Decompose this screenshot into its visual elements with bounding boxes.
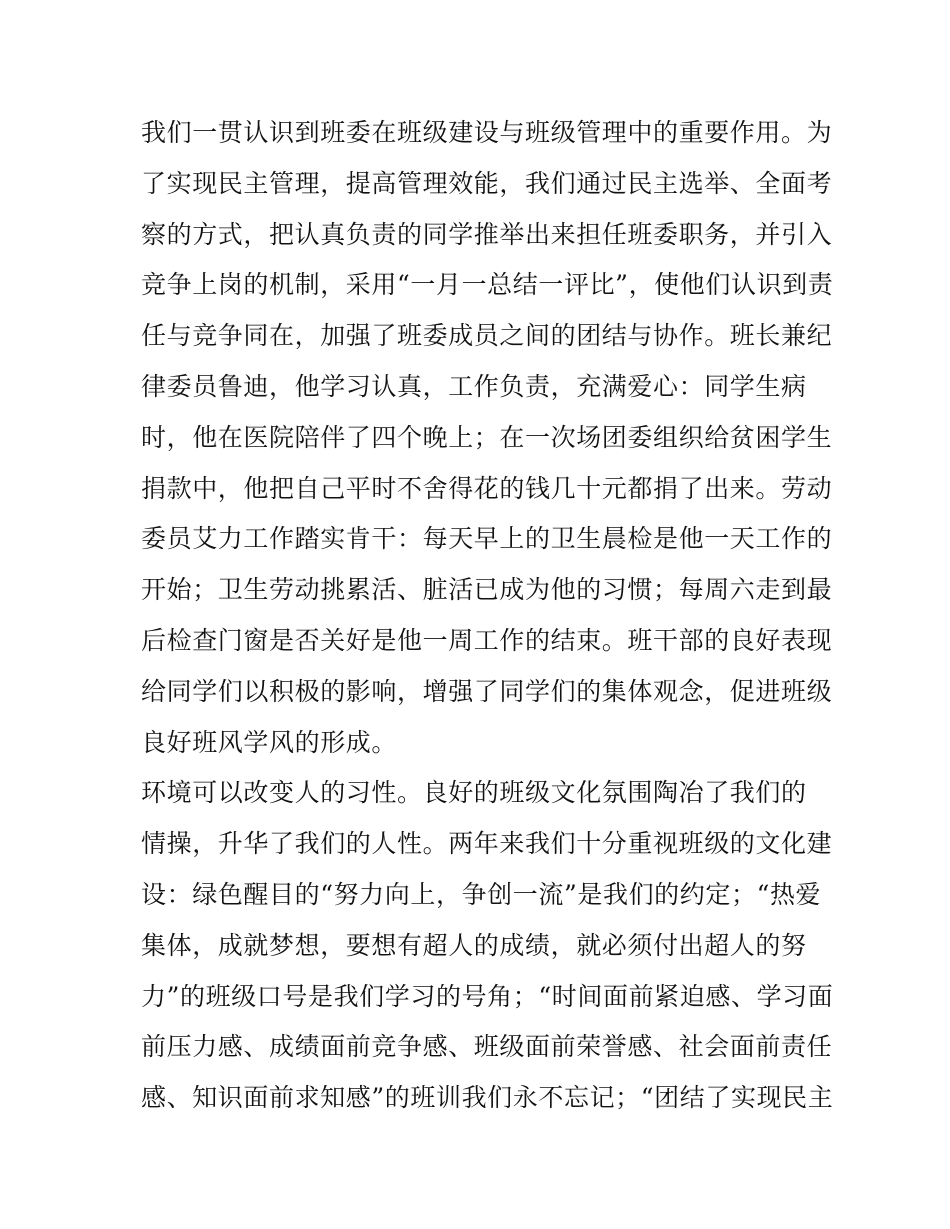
text-line: 集体，成就梦想，要想有超人的成绩，就必须付出超人的努 — [141, 930, 807, 960]
text-line: 委员艾力工作踏实肯干：每天早上的卫生晨检是他一天工作的 — [141, 524, 833, 554]
text-line: 律委员鲁迪，他学习认真，工作负责，充满爱心：同学生病 — [141, 371, 807, 401]
body-text — [141, 108, 834, 1124]
text-line: 环境可以改变人的习性。良好的班级文化氛围陶冶了我们的 — [141, 778, 807, 808]
text-line: 捐款中，他把自己平时不舍得花的钱几十元都捐了出来。劳动 — [141, 473, 833, 503]
text-line: 任与竞争同在，加强了班委成员之间的团结与协作。班长兼纪 — [141, 321, 833, 351]
text-line: 力”的班级口号是我们学习的号角；“时间面前紧迫感、学习面 — [141, 981, 834, 1011]
text-line: 情操，升华了我们的人性。两年来我们十分重视班级的文化建 — [141, 829, 833, 859]
text-line: 良好班风学风的形成。 — [141, 727, 398, 757]
text-line: 了实现民主管理，提高管理效能，我们通过民主选举、全面考 — [141, 168, 833, 198]
text-line: 给同学们以积极的影响，增强了同学们的集体观念，促进班级 — [141, 676, 833, 706]
text-line: 设：绿色醒目的“努力向上，争创一流”是我们的约定；“热爱 — [141, 879, 822, 909]
text-line: 察的方式，把认真负责的同学推举出来担任班委职务，并引入 — [141, 219, 833, 249]
text-line: 前压力感、成绩面前竞争感、班级面前荣誉感、社会面前责任 — [141, 1032, 833, 1062]
text-line: 后检查门窗是否关好是他一周工作的结束。班干部的良好表现 — [141, 625, 833, 655]
text-line: 感、知识面前求知感”的班训我们永不忘记；“团结了实现民主 — [141, 1083, 834, 1113]
text-line: 竞争上岗的机制，采用“一月一总结一评比”，使他们认识到责 — [141, 270, 834, 300]
text-line: 时，他在医院陪伴了四个晚上；在一次场团委组织给贫困学生 — [141, 422, 833, 452]
text-line: 我们一贯认识到班委在班级建设与班级管理中的重要作用。为 — [141, 118, 833, 147]
text-line: 开始；卫生劳动挑累活、脏活已成为他的习惯；每周六走到最 — [141, 575, 833, 605]
